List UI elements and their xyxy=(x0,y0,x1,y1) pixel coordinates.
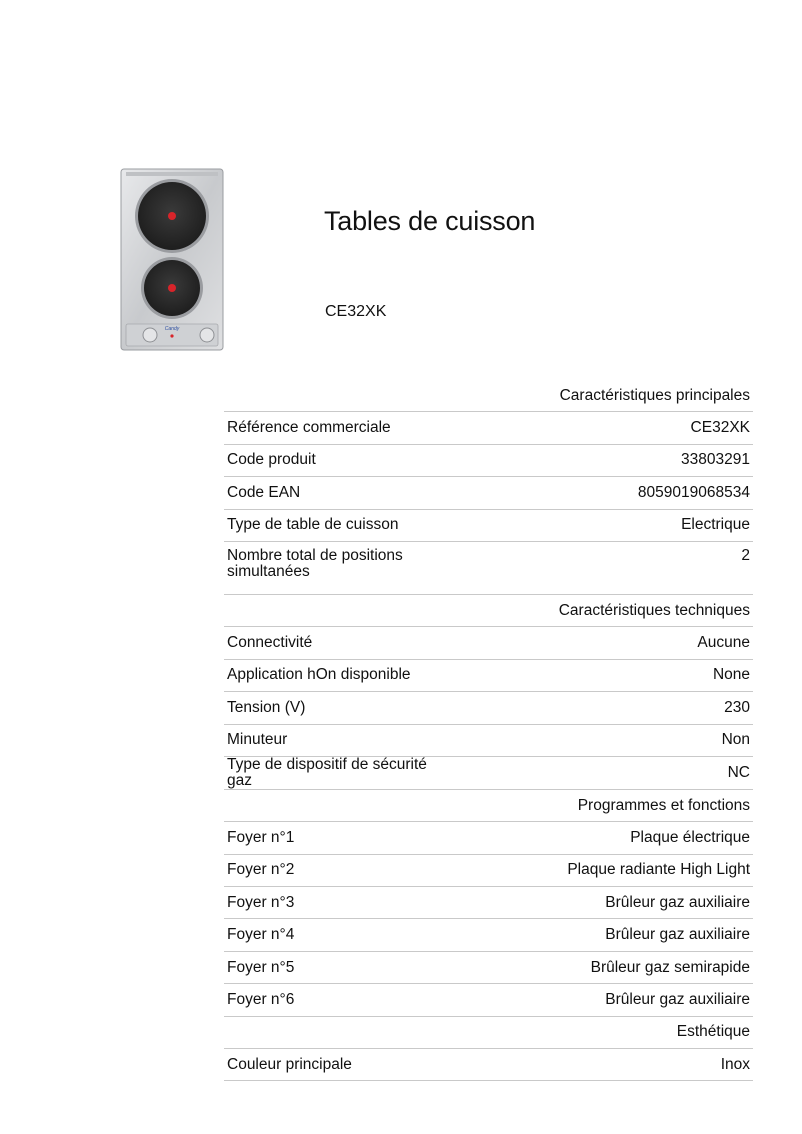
spec-label: Référence commerciale xyxy=(227,419,391,437)
spec-row xyxy=(224,951,753,983)
spec-label: Foyer n°2 xyxy=(227,861,295,879)
section-title: Caractéristiques techniques xyxy=(558,601,750,619)
spec-value: Electrique xyxy=(681,516,750,534)
spec-label: Foyer n°4 xyxy=(227,926,295,944)
spec-row xyxy=(224,1049,753,1081)
spec-row xyxy=(224,822,753,854)
hotplate-1 xyxy=(135,179,209,253)
spec-row xyxy=(224,692,753,724)
spec-row xyxy=(224,477,753,509)
spec-label: Connectivité xyxy=(227,634,313,652)
spec-value: 33803291 xyxy=(681,451,750,469)
indicator-light xyxy=(170,334,173,337)
spec-row xyxy=(224,724,753,756)
spec-label: Foyer n°5 xyxy=(227,958,295,976)
section-title: Esthétique xyxy=(676,1023,750,1041)
section-header xyxy=(224,789,753,821)
spec-label: Foyer n°6 xyxy=(227,990,295,1008)
control-knob-left xyxy=(143,328,157,342)
spec-row xyxy=(224,984,753,1016)
spec-value: Brûleur gaz semirapide xyxy=(590,958,750,976)
spec-value: Plaque radiante High Light xyxy=(567,861,750,879)
spec-label: Minuteur xyxy=(227,731,288,749)
spec-label: Code produit xyxy=(227,451,316,469)
section-header xyxy=(224,594,753,626)
spec-value: 8059019068534 xyxy=(637,483,750,501)
spec-value: Plaque électrique xyxy=(630,828,750,846)
spec-row xyxy=(224,854,753,886)
spec-row xyxy=(224,627,753,659)
spec-row xyxy=(224,541,753,594)
spec-value: NC xyxy=(727,763,750,781)
hotplate-2 xyxy=(141,257,203,319)
spec-value: 230 xyxy=(724,698,750,716)
spec-value: Brûleur gaz auxiliaire xyxy=(605,926,750,944)
spec-label: Foyer n°1 xyxy=(227,828,295,846)
spec-label: Type de dispositif de sécurité gaz xyxy=(227,755,427,789)
section-header xyxy=(224,380,753,412)
spec-row xyxy=(224,412,753,444)
spec-label: Type de table de cuisson xyxy=(227,516,399,534)
spec-value: Brûleur gaz auxiliaire xyxy=(605,990,750,1008)
spec-table xyxy=(224,380,753,1081)
spec-label: Nombre total de positions simultanées xyxy=(227,546,403,580)
control-knob-right xyxy=(200,328,214,342)
spec-label: Application hOn disponible xyxy=(227,666,411,684)
brand-logo: Candy xyxy=(164,326,180,332)
spec-row xyxy=(224,659,753,691)
spec-value: Brûleur gaz auxiliaire xyxy=(605,893,750,911)
spec-label: Couleur principale xyxy=(227,1055,352,1073)
spec-label: Code EAN xyxy=(227,483,301,501)
spec-value: 2 xyxy=(741,546,750,564)
section-title: Programmes et fonctions xyxy=(577,796,750,814)
spec-label: Tension (V) xyxy=(227,698,306,716)
spec-label: Foyer n°3 xyxy=(227,893,295,911)
spec-row xyxy=(224,756,753,789)
spec-row xyxy=(224,919,753,951)
spec-value: None xyxy=(712,666,750,684)
section-title: Caractéristiques principales xyxy=(559,386,750,404)
spec-value: Inox xyxy=(720,1055,750,1073)
spec-row xyxy=(224,887,753,919)
section-header xyxy=(224,1016,753,1048)
spec-value: Non xyxy=(721,731,750,749)
product-image xyxy=(120,168,224,351)
spec-row xyxy=(224,444,753,476)
model-reference: CE32XK xyxy=(325,303,387,320)
spec-row xyxy=(224,509,753,541)
spec-value: Aucune xyxy=(697,634,750,652)
spec-value: CE32XK xyxy=(690,419,750,437)
page-title: Tables de cuisson xyxy=(324,206,536,236)
